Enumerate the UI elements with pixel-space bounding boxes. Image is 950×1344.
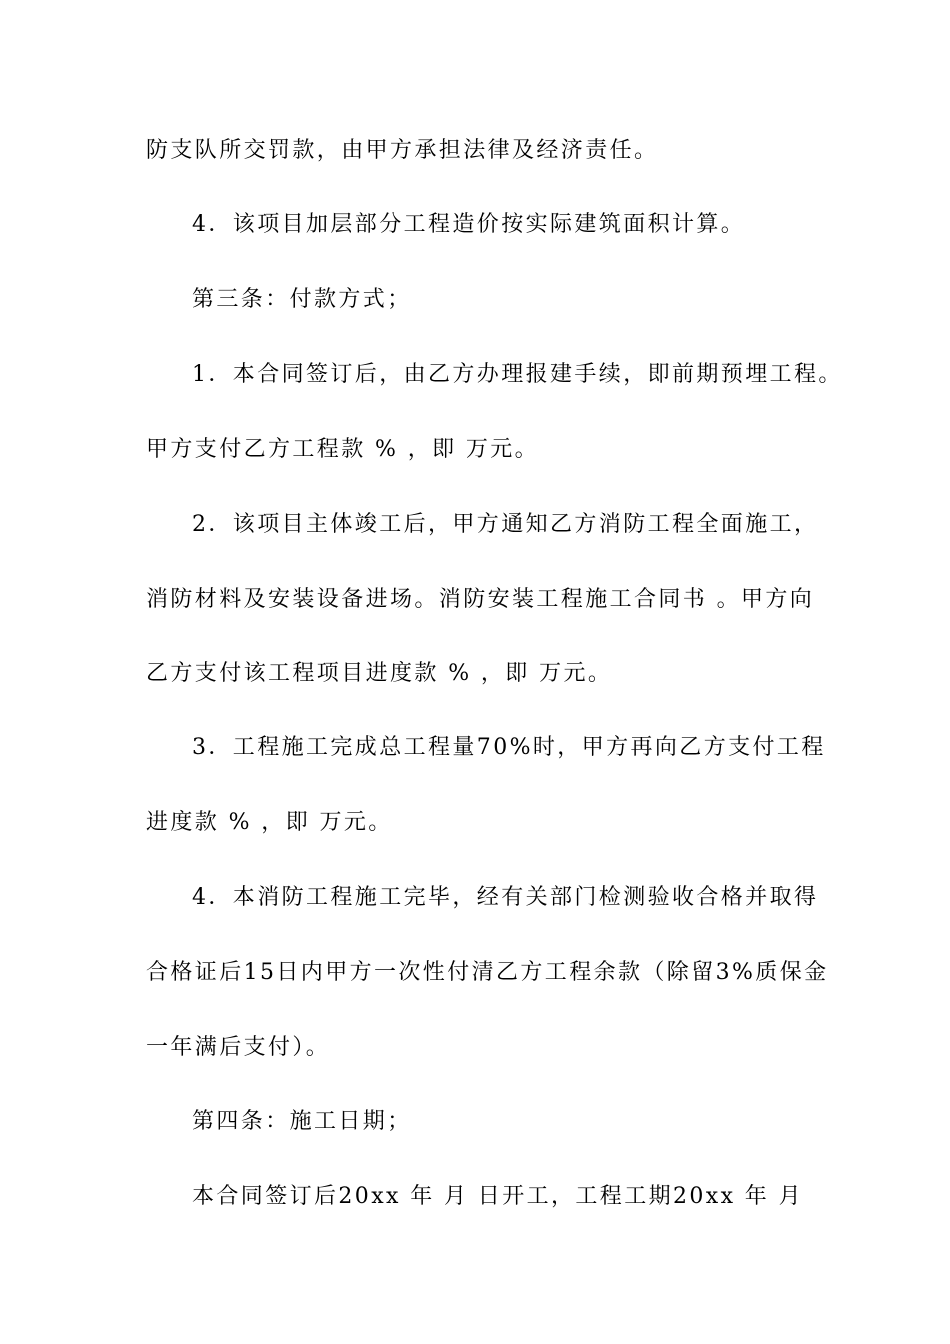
text-line: 1．本合同签订后，由乙方办理报建手续，即前期预埋工程。 <box>192 362 843 387</box>
text-line: 3．工程施工完成总工程量70%时，甲方再向乙方支付工程 <box>192 735 826 760</box>
text-line: 4．该项目加层部分工程造价按实际建筑面积计算。 <box>192 212 746 237</box>
text-line: 合格证后15日内甲方一次性付清乙方工程余款（除留3%质保金 <box>146 960 829 985</box>
text-line: 乙方支付该工程项目进度款 % ，即 万元。 <box>146 661 613 686</box>
section-heading: 第三条：付款方式； <box>192 287 412 312</box>
section-heading: 第四条：施工日期； <box>192 1109 412 1134</box>
text-line: 进度款 % ，即 万元。 <box>146 810 393 835</box>
text-line: 甲方支付乙方工程款 % ，即 万元。 <box>146 437 540 462</box>
text-line: 本合同签订后20xx 年 月 日开工，工程工期20xx 年 月 <box>192 1184 803 1209</box>
text-line: 一年满后支付）。 <box>146 1035 331 1060</box>
text-line: 防支队所交罚款，由甲方承担法律及经济责任。 <box>146 138 659 163</box>
text-line: 4．本消防工程施工完毕，经有关部门检测验收合格并取得 <box>192 885 819 910</box>
text-line: 消防材料及安装设备进场。消防安装工程施工合同书 。甲方向 <box>146 587 815 612</box>
text-line: 2．该项目主体竣工后，甲方通知乙方消防工程全面施工， <box>192 512 819 537</box>
